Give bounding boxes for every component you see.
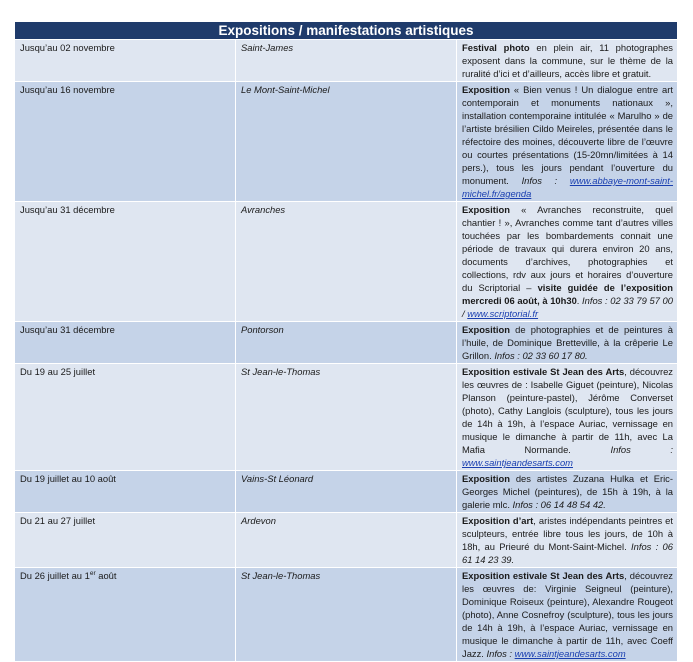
row-date: Jusqu’au 02 novembre (15, 40, 236, 82)
row-description (457, 40, 678, 82)
row-date-end: août (95, 570, 117, 581)
row-date: Du 19 juillet au 10 août (15, 471, 236, 513)
row-lead: Exposition (462, 473, 510, 484)
row-link[interactable]: www.abbaye-mont-saint-michel.fr/agenda (462, 175, 673, 199)
row-text: des artistes Zuzana Hulka et Eric-Georges Michel (peintures), de 15h à 19h, à la galerie mlc. (462, 473, 673, 510)
row-date (15, 568, 236, 662)
row-place: St Jean-le-Thomas (236, 568, 457, 662)
row-description (457, 568, 678, 662)
row-text: « Avranches reconstruite, quel chantier ! », Avranches comme tant d’autres villes touchées par les bombardements connait une période de travaux qui durera environ 20 ans, documents d’archives, photographies et collections, rdv aux jours et horaires d’ouverture du Scriptorial – (462, 204, 673, 293)
row-place: Vains-St Léonard (236, 471, 457, 513)
row-link[interactable]: www.saintjeandesarts.com (514, 648, 626, 659)
row-info: Infos : 02 33 60 17 80. (494, 350, 588, 361)
row-lead: Festival photo (462, 42, 530, 53)
row-info: Infos : (610, 444, 673, 455)
row-place: Saint-James (236, 40, 457, 82)
row-info: Infos : 02 33 79 57 00 / (462, 295, 673, 319)
row-lead: Exposition (462, 204, 510, 215)
table-title: Expositions / manifestations artistiques (15, 22, 678, 40)
row-date: Jusqu’au 31 décembre (15, 322, 236, 364)
row-description (457, 202, 678, 322)
row-place: Avranches (236, 202, 457, 322)
title-row (15, 22, 678, 40)
row-text: « Bien venus ! Un dialogue entre art contemporain et monuments nationaux », installation contemporaine intitulée « Marulho » de l’artiste brésilien Cildo Meireles, présentée dans le réfectoire des moines, découverte libre de l’œuvre ou courtes présentations (15-20mn/limitées à 14 pers.), tous les jours pendant l’ouverture du monument. (462, 84, 673, 186)
table-row (15, 202, 678, 322)
row-description (457, 364, 678, 471)
row-link[interactable]: www.scriptorial.fr (467, 308, 539, 319)
row-lead: Exposition d’art (462, 515, 534, 526)
row-text: de photographies et de peintures à l’huile, de Dominique Bretteville, à la crêperie Le Grillon. (462, 324, 673, 361)
row-link[interactable]: www.saintjeandesarts.com (462, 457, 573, 468)
table-row (15, 513, 678, 568)
row-description (457, 322, 678, 364)
row-lead: Exposition (462, 324, 510, 335)
row-info: Infos : (521, 175, 570, 186)
row-description (457, 513, 678, 568)
row-text: , aristes indépendants peintres et sculpteurs, entrée libre tous les jours, de 10h à 18h, au Prieuré du Mont-Saint-Michel. (462, 515, 673, 552)
table-row (15, 40, 678, 82)
row-info: Infos : 06 61 14 23 39. (462, 541, 673, 565)
row-place: Pontorson (236, 322, 457, 364)
row-date: Jusqu’au 31 décembre (15, 202, 236, 322)
row-text: , découvrez les œuvres de : Isabelle Giguet (peinture), Nicolas Planson (peinture-pastel), Jérôme Converset (photo), Cathy Langlois (sculpture), tous les jours de 14h à 19h, à l’espace Auriac, vernissage en musique le dimanche à partir de 11h, avec La Mafia Normande. (462, 366, 673, 455)
row-bold-highlight: visite guidée de l’exposition mercredi 06 août, à 10h30 (462, 282, 674, 306)
row-date: Du 21 au 27 juillet (15, 513, 236, 568)
exhibitions-table-wrapper (14, 21, 678, 662)
row-date: Jusqu’au 16 novembre (15, 82, 236, 202)
table-row (15, 568, 678, 662)
row-place: Ardevon (236, 513, 457, 568)
row-date-superscript: er (89, 569, 96, 577)
row-text: , découvrez les œuvres de: Virginie Seigneul (peinture), Dominique Roiseux (peinture), Alexandre Rougeot (photo), Anne Cosnefroy (sculpture), tous les jours de 14h à 19h, à l’espace Auriac, vernissage en musique le dimanche à partir de 11h, avec Coeff Jazz. (462, 570, 673, 659)
row-place: Le Mont-Saint-Michel (236, 82, 457, 202)
row-text: en plein air, 11 photographes exposent dans la commune, sur le thème de la ruralité d’ici et d’ailleurs, accès libre et gratuit. (462, 42, 673, 79)
row-info: Infos : 06 14 48 54 42. (512, 499, 606, 510)
row-info: Infos : (486, 648, 515, 659)
row-text-tail: . (576, 295, 583, 306)
row-lead: Exposition estivale St Jean des Arts (462, 366, 625, 377)
row-description (457, 471, 678, 513)
table-row (15, 471, 678, 513)
exhibitions-table (14, 21, 678, 662)
table-row (15, 364, 678, 471)
table-row (15, 322, 678, 364)
table-row (15, 82, 678, 202)
row-place: St Jean-le-Thomas (236, 364, 457, 471)
row-description (457, 82, 678, 202)
row-date-start: Du 26 juillet au 1 (20, 570, 90, 581)
row-lead: Exposition (462, 84, 510, 95)
row-date: Du 19 au 25 juillet (15, 364, 236, 471)
row-lead: Exposition estivale St Jean des Arts (462, 570, 625, 581)
